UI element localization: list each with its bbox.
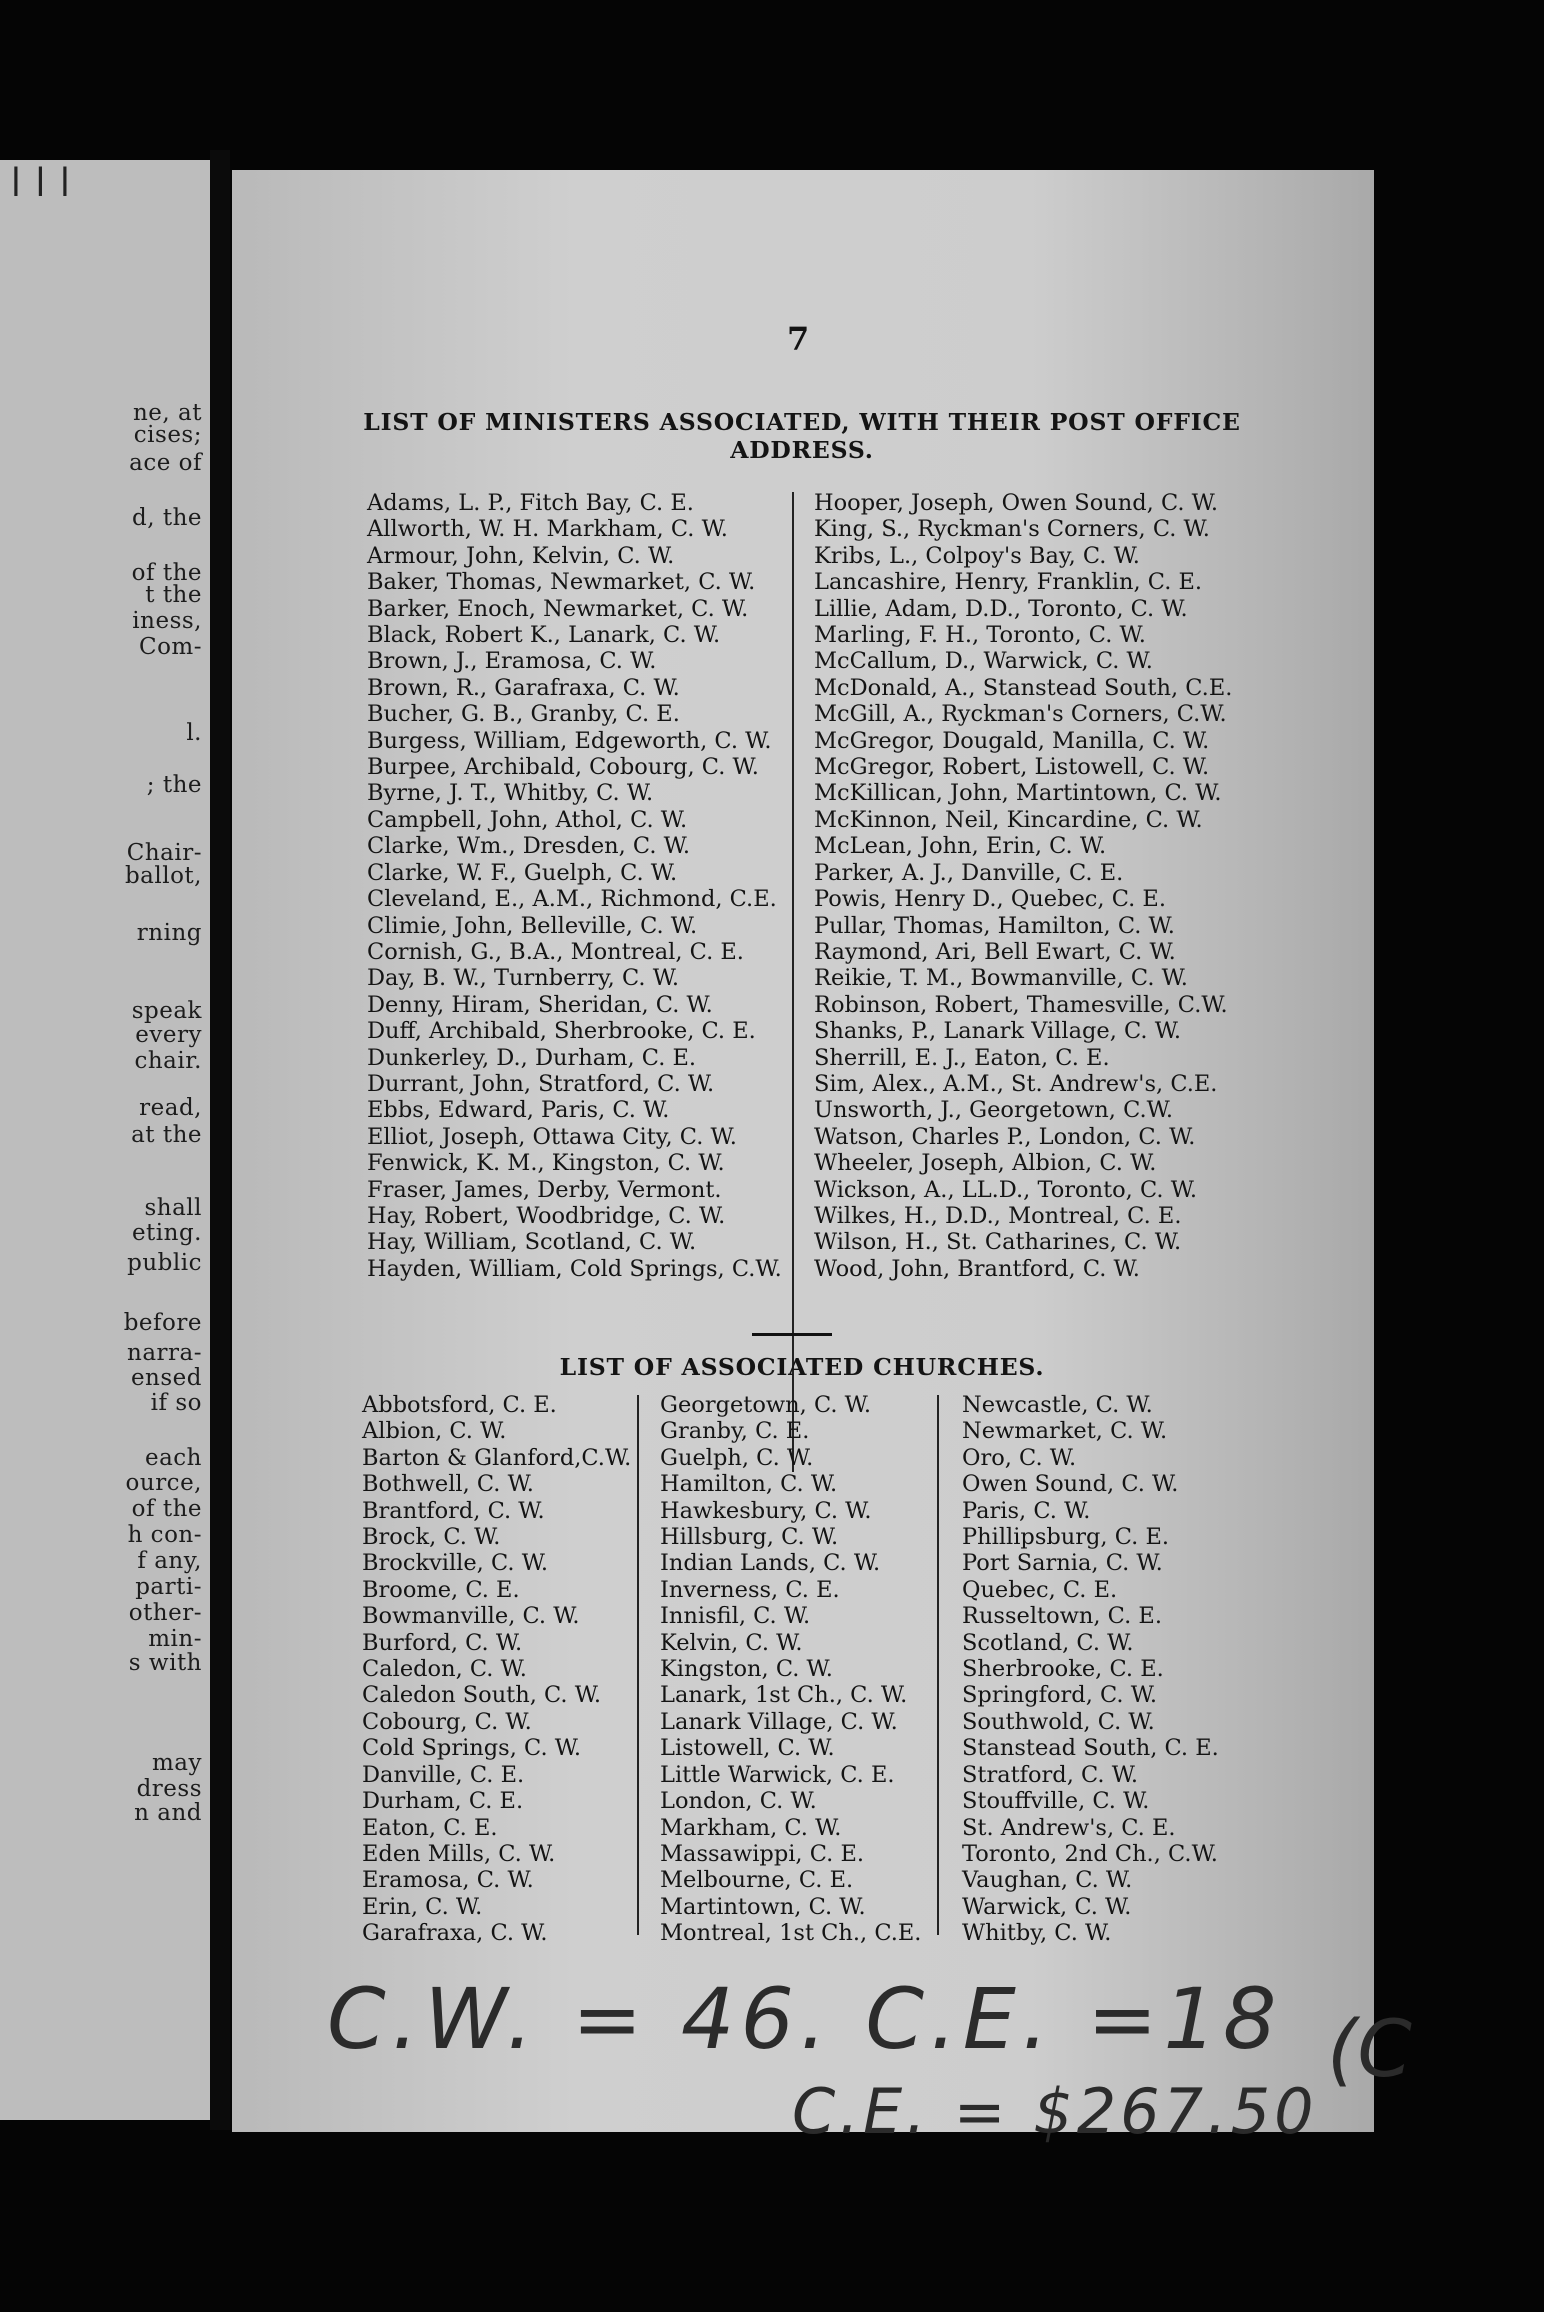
church-entry: Russeltown, C. E. — [962, 1603, 1162, 1630]
ministers-list-right-column — [814, 490, 1232, 1282]
minister-entry: Hayden, William, Cold Springs, C.W. — [367, 1255, 782, 1282]
minister-entry: Brown, J., Eramosa, C. W. — [367, 648, 657, 675]
minister-entry: Hooper, Joseph, Owen Sound, C. W. — [814, 490, 1219, 516]
minister-entry: Campbell, John, Athol, C. W. — [367, 806, 688, 833]
church-entry: Oro, C. W. — [962, 1444, 1077, 1471]
church-entry: Warwick, C. W. — [962, 1893, 1132, 1920]
church-entry: Stouffville, C. W. — [962, 1788, 1150, 1815]
minister-entry: McGregor, Dougald, Manilla, C. W. — [814, 727, 1210, 754]
minister-entry: McGill, A., Ryckman's Corners, C.W. — [814, 701, 1227, 728]
minister-entry: McLean, John, Erin, C. W. — [814, 833, 1107, 860]
adjacent-page-line: min- — [148, 1626, 202, 1652]
minister-entry: Burgess, William, Edgeworth, C. W. — [367, 727, 772, 754]
church-entry: Southwold, C. W. — [962, 1708, 1155, 1735]
adjacent-page-line: every — [135, 1022, 202, 1048]
minister-entry: McKillican, John, Martintown, C. W. — [814, 780, 1222, 807]
adjacent-page-line: ensed — [130, 1365, 202, 1391]
adjacent-page-line: h con- — [127, 1522, 202, 1548]
churches-list-title: LIST OF ASSOCIATED CHURCHES. — [559, 1353, 1045, 1381]
ministers-list-title — [352, 408, 1252, 464]
adjacent-page-line: each — [144, 1445, 202, 1471]
church-entry: Garafraxa, C. W. — [362, 1920, 548, 1947]
church-entry: Owen Sound, C. W. — [962, 1471, 1179, 1498]
church-entry: Markham, C. W. — [660, 1814, 842, 1841]
minister-entry: Clarke, Wm., Dresden, C. W. — [367, 833, 690, 860]
section-divider — [752, 1333, 832, 1336]
minister-entry: Shanks, P., Lanark Village, C. W. — [814, 1018, 1182, 1045]
adjacent-page-line: t the — [145, 582, 202, 608]
minister-entry: Pullar, Thomas, Hamilton, C. W. — [814, 912, 1175, 939]
adjacent-page-line: rning — [136, 920, 202, 946]
adjacent-page-line: ; the — [146, 772, 202, 798]
minister-entry: Byrne, J. T., Whitby, C. W. — [367, 780, 654, 807]
church-entry: Listowell, C. W. — [660, 1735, 835, 1762]
adjacent-page-line: speak — [131, 998, 202, 1024]
minister-entry: Ebbs, Edward, Paris, C. W. — [367, 1097, 670, 1124]
minister-entry: Hay, Robert, Woodbridge, C. W. — [367, 1202, 726, 1229]
adjacent-page-line: before — [123, 1310, 202, 1336]
church-entry: Massawippi, C. E. — [660, 1840, 865, 1867]
minister-entry: Raymond, Ari, Bell Ewart, C. W. — [814, 938, 1176, 965]
adjacent-page-line: iness, — [132, 608, 202, 634]
minister-entry: Powis, Henry D., Quebec, C. E. — [814, 886, 1166, 913]
handwritten-margin-note: (C — [1327, 2005, 1412, 2095]
church-entry: Hillsburg, C. W. — [660, 1524, 839, 1551]
minister-entry: Bucher, G. B., Granby, C. E. — [367, 701, 680, 728]
adjacent-page-line: ballot, — [124, 863, 202, 889]
adjacent-page-line: read, — [139, 1095, 202, 1121]
church-entry: Granby, C. E. — [660, 1418, 810, 1445]
church-entry: Stratford, C. W. — [962, 1761, 1139, 1788]
church-entry: Abbotsford, C. E. — [362, 1392, 557, 1418]
church-entry: St. Andrew's, C. E. — [962, 1814, 1176, 1841]
church-entry: Brantford, C. W. — [362, 1497, 545, 1524]
church-entry: London, C. W. — [660, 1788, 817, 1815]
church-entry: Georgetown, C. W. — [660, 1392, 872, 1418]
adjacent-page-line: of the — [131, 1496, 202, 1522]
church-entry: Eramosa, C. W. — [362, 1867, 534, 1894]
adjacent-page-line: dress — [136, 1776, 202, 1802]
adjacent-page-line: Chair- — [126, 840, 202, 866]
handwritten-note-line2: C.E. = $267.50 — [792, 2075, 1318, 2148]
minister-entry: Allworth, W. H. Markham, C. W. — [367, 516, 728, 543]
minister-entry: Elliot, Joseph, Ottawa City, C. W. — [367, 1123, 737, 1150]
adjacent-page-line: shall — [144, 1195, 202, 1221]
church-entry: Melbourne, C. E. — [660, 1867, 854, 1894]
minister-entry: Wood, John, Brantford, C. W. — [814, 1255, 1140, 1282]
adjacent-page-line: of the — [131, 560, 202, 586]
minister-entry: Fenwick, K. M., Kingston, C. W. — [367, 1150, 725, 1177]
church-entry: Guelph, C. W. — [660, 1444, 814, 1471]
minister-entry: Brown, R., Garafraxa, C. W. — [367, 674, 680, 701]
minister-entry: Reikie, T. M., Bowmanville, C. W. — [814, 965, 1188, 992]
adjacent-page-line: l. — [186, 720, 202, 746]
church-entry: Little Warwick, C. E. — [660, 1761, 895, 1788]
minister-entry: Black, Robert K., Lanark, C. W. — [367, 622, 721, 649]
ministers-list-left-column — [367, 490, 782, 1282]
minister-entry: Sherrill, E. J., Eaton, C. E. — [814, 1044, 1110, 1071]
minister-entry: Robinson, Robert, Thamesville, C.W. — [814, 991, 1228, 1018]
minister-entry: McGregor, Robert, Listowell, C. W. — [814, 754, 1210, 781]
adjacent-page-line: eting. — [131, 1220, 202, 1246]
adjacent-page-line: ource, — [125, 1470, 202, 1496]
church-entry: Albion, C. W. — [362, 1418, 507, 1445]
minister-entry: Cornish, G., B.A., Montreal, C. E. — [367, 938, 744, 965]
minister-entry: Wickson, A., LL.D., Toronto, C. W. — [814, 1176, 1198, 1203]
minister-entry: Dunkerley, D., Durham, C. E. — [367, 1044, 697, 1071]
church-entry: Quebec, C. E. — [962, 1576, 1118, 1603]
minister-entry: Barker, Enoch, Newmarket, C. W. — [367, 595, 749, 622]
church-entry: Barton & Glanford,C.W. — [362, 1444, 632, 1471]
minister-entry: Lancashire, Henry, Franklin, C. E. — [814, 569, 1203, 596]
church-entry: Caledon, C. W. — [362, 1656, 527, 1683]
church-entry: Caledon South, C. W. — [362, 1682, 602, 1709]
adjacent-page-line: d, the — [131, 505, 202, 531]
church-entry: Sherbrooke, C. E. — [962, 1656, 1164, 1683]
minister-entry: Adams, L. P., Fitch Bay, C. E. — [367, 490, 694, 516]
church-entry: Cobourg, C. W. — [362, 1708, 532, 1735]
church-entry: Montreal, 1st Ch., C.E. — [660, 1920, 922, 1947]
minister-entry: Clarke, W. F., Guelph, C. W. — [367, 859, 678, 886]
minister-entry: Wheeler, Joseph, Albion, C. W. — [814, 1150, 1157, 1177]
adjacent-page-line: other- — [128, 1600, 202, 1626]
minister-entry: Kribs, L., Colpoy's Bay, C. W. — [814, 542, 1140, 569]
minister-entry: Wilson, H., St. Catharines, C. W. — [814, 1229, 1182, 1256]
adjacent-page-line: public — [127, 1250, 202, 1276]
minister-entry: Duff, Archibald, Sherbrooke, C. E. — [367, 1018, 756, 1045]
churches-list-column-2 — [660, 1392, 921, 1947]
book-gutter — [210, 150, 230, 2130]
church-entry: Kingston, C. W. — [660, 1656, 833, 1683]
minister-entry: Sim, Alex., A.M., St. Andrew's, C.E. — [814, 1070, 1218, 1097]
adjacent-page-fragment — [0, 160, 210, 2120]
church-entry: Hawkesbury, C. W. — [660, 1497, 872, 1524]
column-divider — [937, 1395, 939, 1935]
minister-entry: Watson, Charles P., London, C. W. — [814, 1123, 1196, 1150]
minister-entry: Unsworth, J., Georgetown, C.W. — [814, 1097, 1173, 1124]
adjacent-page-line: chair. — [134, 1048, 202, 1074]
church-entry: Phillipsburg, C. E. — [962, 1524, 1170, 1551]
adjacent-page-line: ne, at — [132, 400, 202, 426]
church-entry: Vaughan, C. W. — [962, 1867, 1133, 1894]
minister-entry: Lillie, Adam, D.D., Toronto, C. W. — [814, 595, 1188, 622]
church-entry: Innisfil, C. W. — [660, 1603, 811, 1630]
adjacent-page-line: narra- — [127, 1340, 202, 1366]
church-entry: Indian Lands, C. W. — [660, 1550, 881, 1577]
church-entry: Paris, C. W. — [962, 1497, 1091, 1524]
adjacent-page-line: n and — [134, 1800, 202, 1826]
churches-list-column-3 — [962, 1392, 1219, 1947]
church-entry: Erin, C. W. — [362, 1893, 483, 1920]
minister-entry: King, S., Ryckman's Corners, C. W. — [814, 516, 1210, 543]
adjacent-page-line: cises; — [133, 422, 202, 448]
minister-entry: Baker, Thomas, Newmarket, C. W. — [367, 569, 756, 596]
church-entry: Martintown, C. W. — [660, 1893, 866, 1920]
church-entry: Springford, C. W. — [962, 1682, 1158, 1709]
church-entry: Brockville, C. W. — [362, 1550, 549, 1577]
column-divider — [637, 1395, 639, 1935]
ministers-title-line2: ADDRESS. — [730, 436, 874, 464]
column-divider — [792, 492, 794, 1472]
church-entry: Eden Mills, C. W. — [362, 1840, 556, 1867]
adjacent-page-line: ace of — [129, 450, 202, 476]
church-entry: Inverness, C. E. — [660, 1576, 840, 1603]
church-entry: Newcastle, C. W. — [962, 1392, 1153, 1418]
adjacent-page-line: f any, — [137, 1548, 202, 1574]
minister-entry: Wilkes, H., D.D., Montreal, C. E. — [814, 1202, 1182, 1229]
church-entry: Bowmanville, C. W. — [362, 1603, 580, 1630]
adjacent-page-line: s with — [128, 1650, 202, 1676]
minister-entry: Denny, Hiram, Sheridan, C. W. — [367, 991, 713, 1018]
page-number: 7 — [787, 320, 810, 358]
church-entry: Port Sarnia, C. W. — [962, 1550, 1163, 1577]
ministers-title-line1: LIST OF MINISTERS ASSOCIATED, WITH THEIR POST OFFICE — [363, 408, 1241, 436]
minister-entry: Fraser, James, Derby, Vermont. — [367, 1176, 722, 1203]
minister-entry: Day, B. W., Turnberry, C. W. — [367, 965, 680, 992]
church-entry: Lanark Village, C. W. — [660, 1708, 898, 1735]
handwritten-note-line1: C.W. = 46. C.E. =18 — [327, 1970, 1283, 2068]
minister-entry: Cleveland, E., A.M., Richmond, C.E. — [367, 886, 777, 913]
minister-entry: Marling, F. H., Toronto, C. W. — [814, 622, 1146, 649]
adjacent-page-line: parti- — [135, 1574, 202, 1600]
church-entry: Whitby, C. W. — [962, 1920, 1112, 1947]
church-entry: Danville, C. E. — [362, 1761, 525, 1788]
minister-entry: McCallum, D., Warwick, C. W. — [814, 648, 1153, 675]
church-entry: Lanark, 1st Ch., C. W. — [660, 1682, 908, 1709]
church-entry: Eaton, C. E. — [362, 1814, 498, 1841]
church-entry: Toronto, 2nd Ch., C.W. — [962, 1840, 1218, 1867]
church-entry: Newmarket, C. W. — [962, 1418, 1168, 1445]
church-entry: Kelvin, C. W. — [660, 1629, 803, 1656]
church-entry: Scotland, C. W. — [962, 1629, 1134, 1656]
church-entry: Brock, C. W. — [362, 1524, 501, 1551]
church-entry: Durham, C. E. — [362, 1788, 524, 1815]
adjacent-page-line: if so — [150, 1390, 202, 1416]
minister-entry: Parker, A. J., Danville, C. E. — [814, 859, 1124, 886]
minister-entry: McDonald, A., Stanstead South, C.E. — [814, 674, 1233, 701]
church-entry: Bothwell, C. W. — [362, 1471, 534, 1498]
adjacent-page-line: Com- — [138, 634, 202, 660]
church-entry: Stanstead South, C. E. — [962, 1735, 1219, 1762]
church-entry: Hamilton, C. W. — [660, 1471, 838, 1498]
church-entry: Cold Springs, C. W. — [362, 1735, 582, 1762]
church-entry: Broome, C. E. — [362, 1576, 520, 1603]
minister-entry: Durrant, John, Stratford, C. W. — [367, 1070, 715, 1097]
churches-list-column-1 — [362, 1392, 631, 1947]
minister-entry: Armour, John, Kelvin, C. W. — [367, 542, 675, 569]
minister-entry: Climie, John, Belleville, C. W. — [367, 912, 698, 939]
minister-entry: McKinnon, Neil, Kincardine, C. W. — [814, 806, 1203, 833]
document-page — [232, 170, 1412, 2148]
minister-entry: Hay, William, Scotland, C. W. — [367, 1229, 697, 1256]
adjacent-page-line: may — [151, 1750, 202, 1776]
church-entry: Burford, C. W. — [362, 1629, 523, 1656]
page-marks: ǀ ǀ ǀ — [10, 160, 71, 206]
adjacent-page-line: at the — [131, 1122, 202, 1148]
minister-entry: Burpee, Archibald, Cobourg, C. W. — [367, 754, 759, 781]
